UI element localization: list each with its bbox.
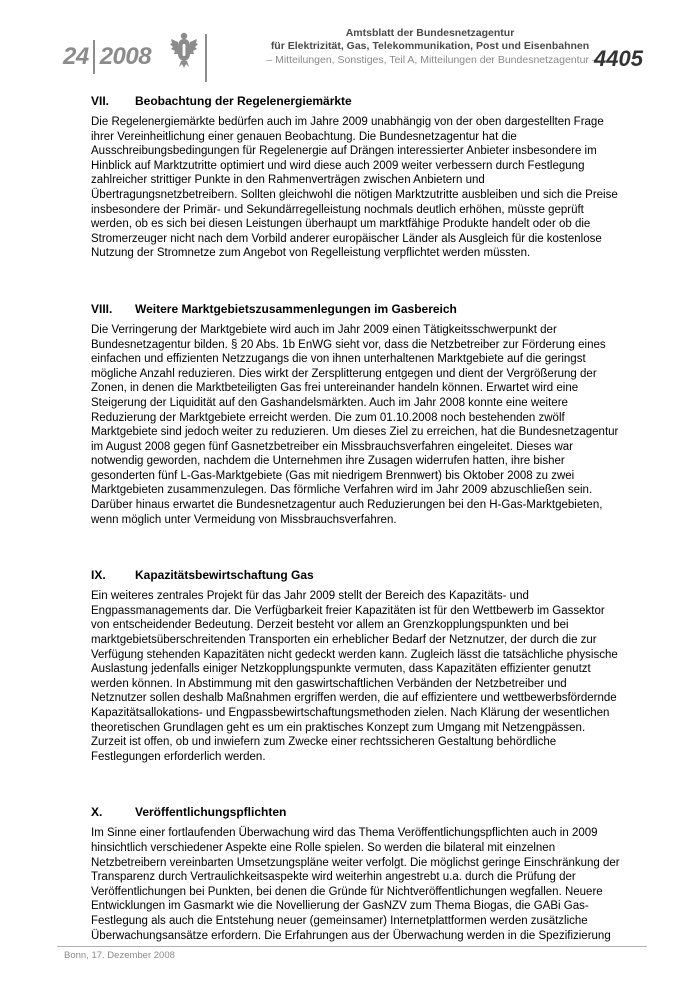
section-number: VIII. [91,301,113,316]
footer-divider [57,946,647,947]
document-body [91,94,621,943]
section-number: VII. [91,94,110,108]
section-number: X. [91,805,103,820]
issue-year: 2008 [99,43,152,70]
section-heading [91,805,621,820]
page-number: 4405 [594,46,643,71]
gazette-title-line2: für Elektrizität, Gas, Telekommunikation, Post und Eisenbahnen [270,40,590,52]
section-number: IX. [91,568,106,583]
section-paragraph: Die Regelenergiemärkte bedürfen auch im Jahre 2009 unabhängig von der oben dargestellten Frage ihrer Vereinheitlichung einer genauen Beobachtung. Die Bundesnetzagentur hat die Ausschreibungsbedingungen für Regelenergie auf Drängen interessierter Anbieter insbesondere im Hinblick auf Marktzutritte optimiert und wird diese auch 2009 weiter verbessern durch Festlegung zahlreicher strittiger Punkte in den Rahmenverträgen zwischen Anbietern und Übertragungsnetzbetreibern. Sollten gleichwohl die nötigen Marktzutritte ausbleiben und sich die Preise insbesondere der Primär- und Sekundärregelleistung nochmals deutlich erhöhen, müsste geprüft werden, ob es sich bei diesen Leistungen überhaupt um marktfähige Produkte handelt oder ob die Stromerzeuger nicht nach dem Vorbild anderer europäischer Länder als Ausgleich für die kostenlose Nutzung der Stromnetze zum Angebot von Regelleistung verpflichtet werden müssten. [91,116,618,260]
section-title: Kapazitätsbewirtschaftung Gas [135,568,314,583]
footer-date: Bonn, 17. Dezember 2008 [64,950,175,961]
section-paragraph: Im Sinne einer fortlaufenden Überwachung wird das Thema Veröffentlichungspflichten auch in 2009 hinsichtlich verschiedener Aspekte eine Rolle spielen. So werden die bilateral mit einzelnen Netzbetreibern vereinbarten Umsetzungspläne weiter verfolgt. Die möglichst geringe Einschränkung der Transparenz durch Vertraulichkeitsaspekte wird weiterhin angestrebt u.a. durch die Prüfung der Veröffentlichungen bei Punkten, bei denen die Gründe für Nichtveröffentlichungen wegfallen. Neuere Entwicklungen im Gasmarkt wie die Novellierung der GasNZV zum Thema Biogas, die GABi Gas-Festlegung als auch die Entstehung neuer (gemeinsamer) Internetplattformen werden zusätzliche Überwachungsansätze erfordern. Die Erfahrungen aus der Überwachung werden in die Spezifizierung [91,827,620,942]
section-ix [91,568,621,764]
section-heading [91,568,621,583]
section-paragraph: Die Verringerung der Marktgebiete wird auch im Jahr 2009 einen Tätigkeitsschwerpunkt der Bundesnetzagentur bilden. § 20 Abs. 1b EnWG sieht vor, dass die Netzbetreiber zur Förderung eines einfachen und effizienten Netzzugangs die von ihnen unterhaltenen Marktgebiete auf die geringst mögliche Anzahl reduzieren. Dies wirkt der Zersplitterung entgegen und dient der Vergrößerung der Zonen, in denen die Marktbeteiligten Gas frei untereinander handeln können. Erwartet wird eine Steigerung der Liquidität auf den Gashandelsmärkten. Auch im Jahr 2008 konnte eine weitere Reduzierung der Marktgebiete erreicht werden. Die zum 01.10.2008 noch bestehenden zwölf Marktgebiete sind jedoch weiter zu reduzieren. Um dieses Ziel zu erreichen, hat die Bundesnetzagentur im August 2008 gegen fünf Gasnetzbetreiber ein Missbrauchsverfahren eingeleitet. Dieses war notwendig geworden, nachdem die Unternehmen ihre Zusagen widerrufen hatten, ihre bisher gesonderten fünf L-Gas-Marktgebiete (Gas mit niedrigem Brennwert) bis Oktober 2008 zu zwei Marktgebieten zusammenzulegen. Das förmliche Verfahren wird im Jahr 2009 abzuschließen sein. Darüber hinaus erwartet die Bundesnetzagentur auch Reduzierungen bei den H-Gas-Marktgebieten, wenn möglich unter Vermeidung von Missbrauchsverfahren. [91,323,619,526]
gazette-title-line1: Amtsblatt der Bundesnetzagentur [345,27,515,39]
section-viii [91,302,621,527]
section-heading [91,302,621,317]
issue-divider [93,40,95,74]
section-vii [91,94,621,261]
gazette-subtitle: – Mitteilungen, Sonstiges, Teil A, Mitteilungen der Bundesnetzagentur – [266,54,598,66]
section-title: Weitere Marktgebietszusammenlegungen im Gasbereich [135,301,457,316]
section-x [91,805,621,943]
federal-eagle-icon [170,30,198,70]
section-title: Veröffentlichungspflichten [135,805,287,820]
section-paragraph: Ein weiteres zentrales Projekt für das Jahr 2009 stellt der Bereich des Kapazitäts- und Engpassmanagements dar. Die Verfügbarkeit freier Kapazitäten ist für den Wettbewerb im Gassektor von entscheidender Bedeutung. Derzeit besteht vor allem an Grenzkopplungspunkten und bei marktgebietsüberschreitenden Transporten ein erheblicher Bedarf der Netznutzer, der durch die zur Verfügung stehenden Kapazitäten nicht gedeckt werden kann. Zugleich lässt die tatsächliche physische Auslastung jedenfalls einiger Netzkopplungspunkte vermuten, dass Kapazitäten effizienter genutzt werden können. In Abstimmung mit den gaswirtschaftlichen Verbänden der Netzbetreiber und Netznutzer sollen deshalb Maßnahmen ergriffen werden, die auf effizientere und wettbewerbsfördernde Kapazitätsallokations- und Engpassbewirtschaftungsmethoden zielen. Nach Klärung der wesentlichen theoretischen Grundlagen geht es um ein praktisches Konzept zum Umgang mit Netzengpässen. Zurzeit ist offen, ob und inwiefern zum Zwecke einer rechtssicheren Gestaltung behördliche Festlegungen erforderlich werden. [91,590,618,763]
gazette-title [200,27,660,53]
issue-label [63,40,151,74]
section-title: Beobachtung der Regelenergiemärkte [135,94,352,108]
section-heading [91,94,621,109]
issue-number: 24 [63,43,89,70]
